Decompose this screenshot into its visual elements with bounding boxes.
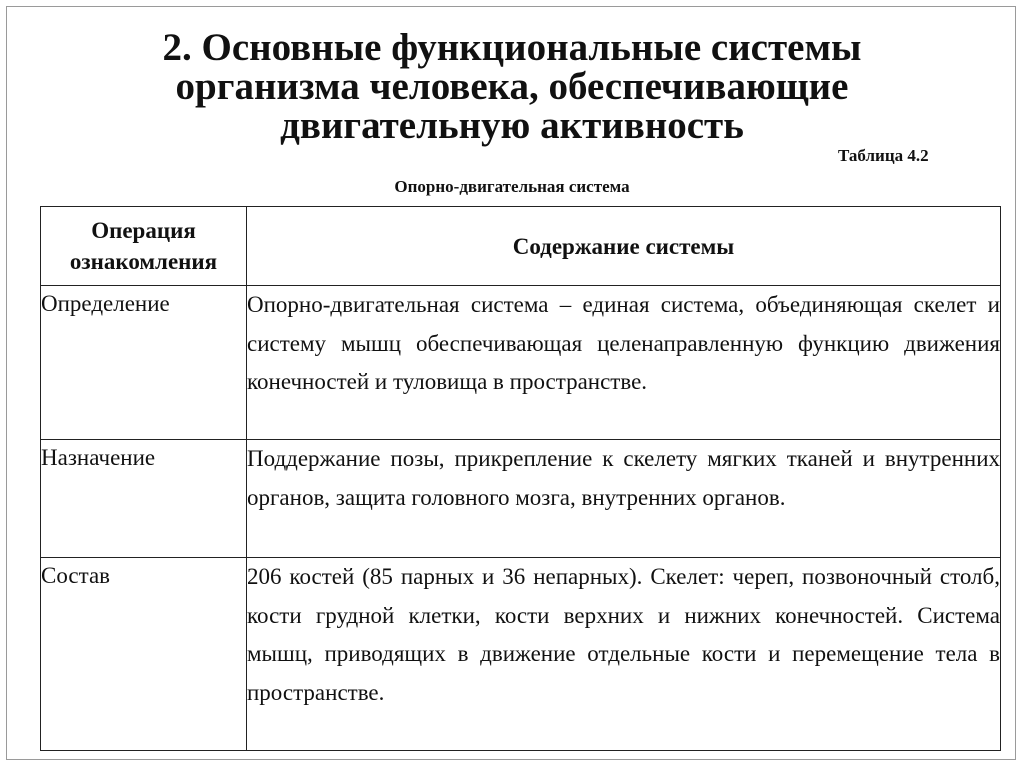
header-content: Содержание системы <box>247 207 1001 286</box>
row-text-purpose: Поддержание позы, прикрепление к скелету мягких тканей и внутренних органов, защита головного мозга, внутренних органов. <box>247 440 1001 558</box>
table-row <box>41 440 1001 558</box>
row-label-purpose: Назначение <box>41 440 247 558</box>
table-header-row <box>41 207 1001 286</box>
title-line-1: 2. Основные функциональные системы <box>162 26 862 69</box>
row-text-definition: Опорно-двигательная система – единая система, объединяющая скелет и систему мышц обеспечивающая целенаправленную функцию движения конечностей и туловища в пространстве. <box>247 286 1001 440</box>
row-label-definition: Определение <box>41 286 247 440</box>
title-line-3: двигательную активность <box>280 104 744 147</box>
slide-title <box>0 28 1024 145</box>
table-number: Таблица 4.2 <box>838 146 929 165</box>
table-caption: Опорно-двигательная система <box>394 177 630 196</box>
header-operation <box>41 207 247 286</box>
table-row <box>41 558 1001 751</box>
header-operation-line-1: Операция <box>91 218 196 243</box>
table-row <box>41 286 1001 440</box>
system-table <box>40 206 1001 751</box>
row-text-composition: 206 костей (85 парных и 36 непарных). Скелет: череп, позвоночный столб, кости грудной клетки, кости верхних и нижних конечностей. Система мышц, приводящих в движение отдельные кости и перемещение тела в пространстве. <box>247 558 1001 751</box>
header-operation-line-2: ознакомления <box>69 249 218 274</box>
row-label-composition: Состав <box>41 558 247 751</box>
title-line-2: организма человека, обеспечивающие <box>175 65 849 108</box>
